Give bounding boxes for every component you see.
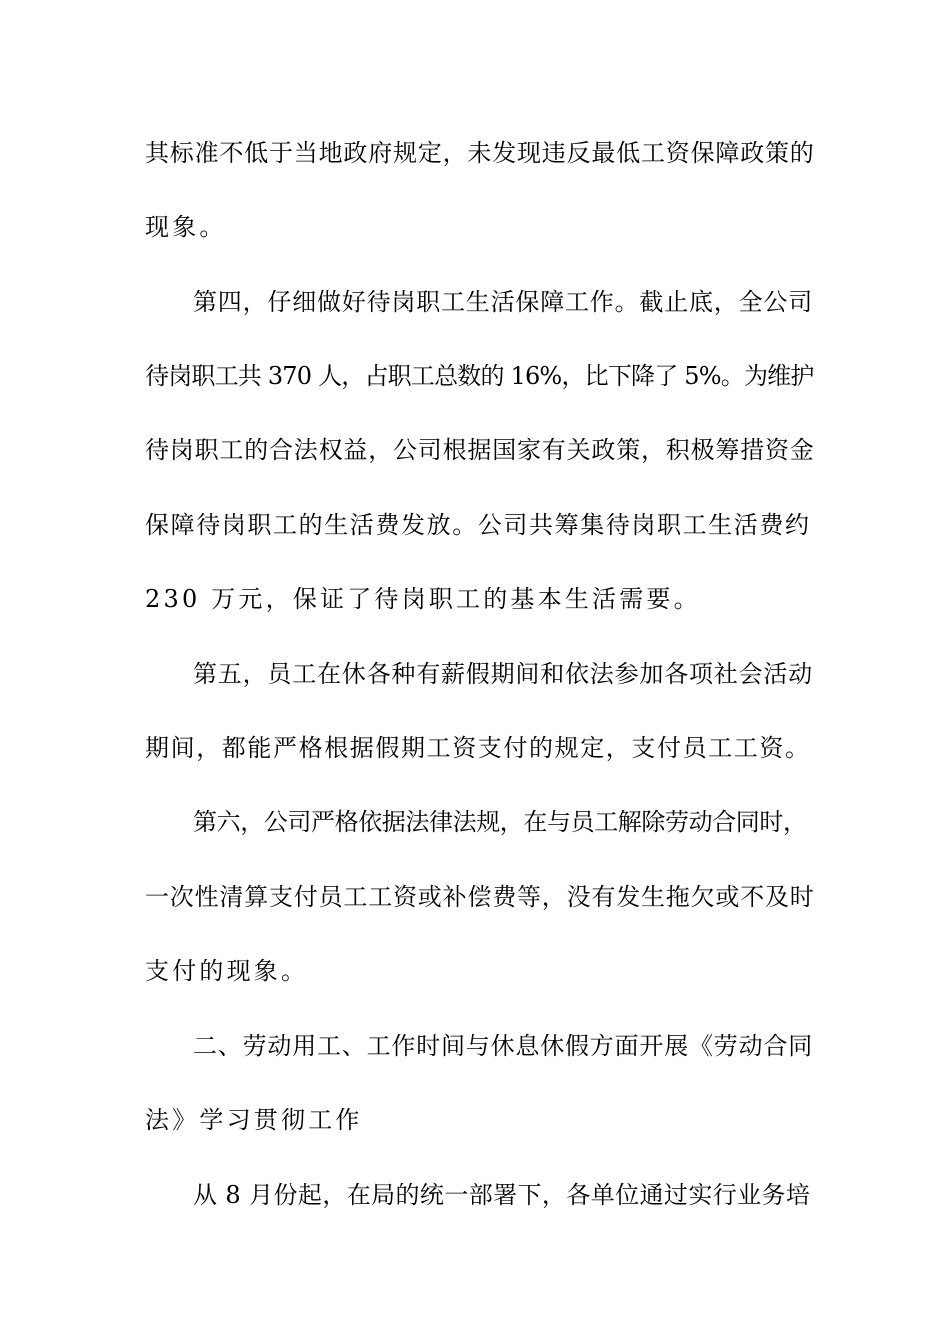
- text-line-15: 从 8 月份起，在局的统一部署下，各单位通过实行业务培: [193, 1181, 811, 1209]
- text-line-4: 待岗职工共 370 人，占职工总数的 16%，比下降了 5%。为维护: [145, 362, 814, 390]
- text-line-3: 第四，仔细做好待岗职工生活保障工作。截止底，全公司: [193, 288, 813, 316]
- text-line-9: 期间，都能严格根据假期工资支付的规定，支付员工工资。: [145, 734, 811, 762]
- text-line-5: 待岗职工的合法权益，公司根据国家有关政策，积极筹措资金: [145, 436, 815, 464]
- text-line-11: 一次性清算支付员工工资或补偿费等，没有发生拖欠或不及时: [145, 883, 815, 911]
- text-line-10: 第六，公司严格依据法律法规，在与员工解除劳动合同时，: [193, 808, 807, 836]
- text-line-12: 支付的现象。: [145, 957, 309, 985]
- text-line-13: 二、劳动用工、工作时间与休息休假方面开展《劳动合同: [193, 1032, 813, 1060]
- text-line-14: 法》学习贯彻工作: [145, 1106, 363, 1134]
- text-line-6: 保障待岗职工的生活费发放。公司共筹集待岗职工生活费约: [145, 511, 811, 539]
- text-line-1: 其标准不低于当地政府规定，未发现违反最低工资保障政策的: [145, 139, 815, 167]
- text-line-2: 现象。: [145, 213, 227, 241]
- text-line-8: 第五，员工在休各种有薪假期间和依法参加各项社会活动: [193, 660, 813, 688]
- text-line-7: 230 万元，保证了待岗职工的基本生活需要。: [145, 585, 701, 613]
